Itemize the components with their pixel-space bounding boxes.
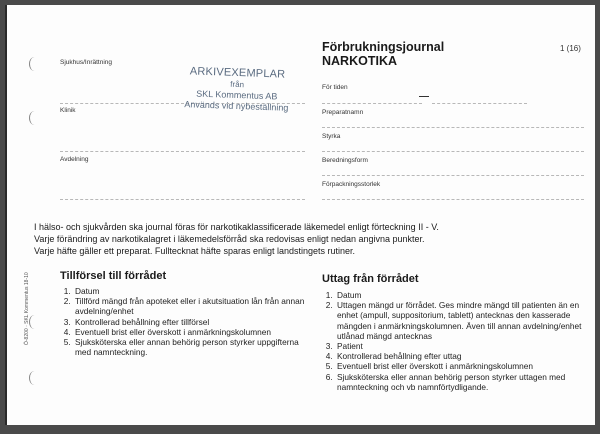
title-line-1: Förbrukningsjournal	[322, 40, 445, 54]
binder-hole-icon	[29, 315, 40, 329]
page-title	[322, 40, 444, 68]
intro-text	[34, 221, 439, 257]
field-label-forpackningsstorlek: Förpackningsstorlek	[322, 181, 381, 188]
intro-line-3: Varje häfte gäller ett preparat. Fulltecknat häfte sparas enligt landstingets rutiner.	[34, 246, 356, 256]
section-heading-tillforsel: Tillförsel till förrådet	[60, 270, 167, 282]
list-item: 4. Eventuell brist eller överskott i anmärkningskolumnen	[73, 327, 308, 337]
stamp-line-4: Används vid nybeställning	[184, 99, 289, 113]
uttag-list	[322, 290, 585, 392]
field-line-klinik[interactable]	[60, 151, 305, 152]
stamp-line-1: ARKIVEXEMPLAR	[189, 65, 286, 81]
field-label-for-tiden: För tiden	[322, 84, 348, 91]
field-label-preparatnamn: Preparatnamn	[322, 109, 364, 116]
binder-hole-icon	[29, 111, 40, 125]
list-item: 6. Sjuksköterska eller annan behörig person styrker uttagen med namnteckning och vb namnförtydligande.	[335, 372, 585, 392]
list-item: 5. Sjuksköterska eller annan behörig person styrker uppgifterna med namnteckning.	[73, 337, 308, 357]
list-item: 2. Uttagen mängd ur förrådet. Ges mindre mängd till patienten än en enhet (ampull, suppositorium, tablett) antecknas den kasserade mängden i anmärkningskolumnen. Även till annan avdelning/enhet utlånad mängd antecknas	[335, 300, 585, 341]
list-item: 1. Datum	[335, 290, 585, 300]
date-separator	[419, 96, 429, 97]
stamp-line-2: från	[230, 79, 245, 90]
field-label-avdelning: Avdelning	[60, 156, 89, 163]
page-number: 1 (16)	[560, 44, 581, 53]
field-line-for-tiden-to[interactable]	[432, 103, 527, 104]
title-line-2: NARKOTIKA	[322, 54, 397, 68]
field-line-forpackningsstorlek[interactable]	[322, 199, 584, 200]
list-item: 3. Patient	[335, 341, 585, 351]
tillforsel-list	[60, 286, 308, 357]
intro-line-2: Varje förändring av narkotikalagret i läkemedelsförråd ska redovisas enligt nedan angivna punkter.	[34, 234, 425, 244]
field-line-avdelning[interactable]	[60, 199, 305, 200]
binder-hole-icon	[29, 371, 40, 385]
list-item: 4. Kontrollerad behållning efter uttag	[335, 351, 585, 361]
archive-stamp	[176, 65, 297, 114]
side-print-code: Ö-8200 · SKL Kommentus 18-10	[24, 272, 30, 345]
field-label-klinik: Klinik	[60, 107, 76, 114]
field-label-beredningsform: Beredningsform	[322, 157, 368, 164]
field-line-preparatnamn[interactable]	[322, 127, 584, 128]
field-line-for-tiden-from[interactable]	[322, 103, 422, 104]
stamp-line-3: SKL Kommentus AB	[196, 88, 278, 102]
journal-page	[5, 5, 595, 425]
field-label-styrka: Styrka	[322, 133, 341, 140]
list-item: 2. Tillförd mängd från apoteket eller i akutsituation lån från annan avdelning/enhet	[73, 296, 308, 316]
field-label-sjukhus: Sjukhus/Inrättning	[60, 59, 113, 66]
intro-line-1: I hälso- och sjukvården ska journal föras för narkotikaklassificerade läkemedel enligt förteckning II - V.	[34, 222, 439, 232]
field-line-beredningsform[interactable]	[322, 175, 584, 176]
binder-hole-icon	[29, 57, 40, 71]
list-item: 1. Datum	[73, 286, 308, 296]
field-line-styrka[interactable]	[322, 151, 584, 152]
section-heading-uttag: Uttag från förrådet	[322, 273, 419, 285]
list-item: 5. Eventuell brist eller överskott i anmärkningskolumnen	[335, 361, 585, 371]
list-item: 3. Kontrollerad behållning efter tillförsel	[73, 317, 308, 327]
